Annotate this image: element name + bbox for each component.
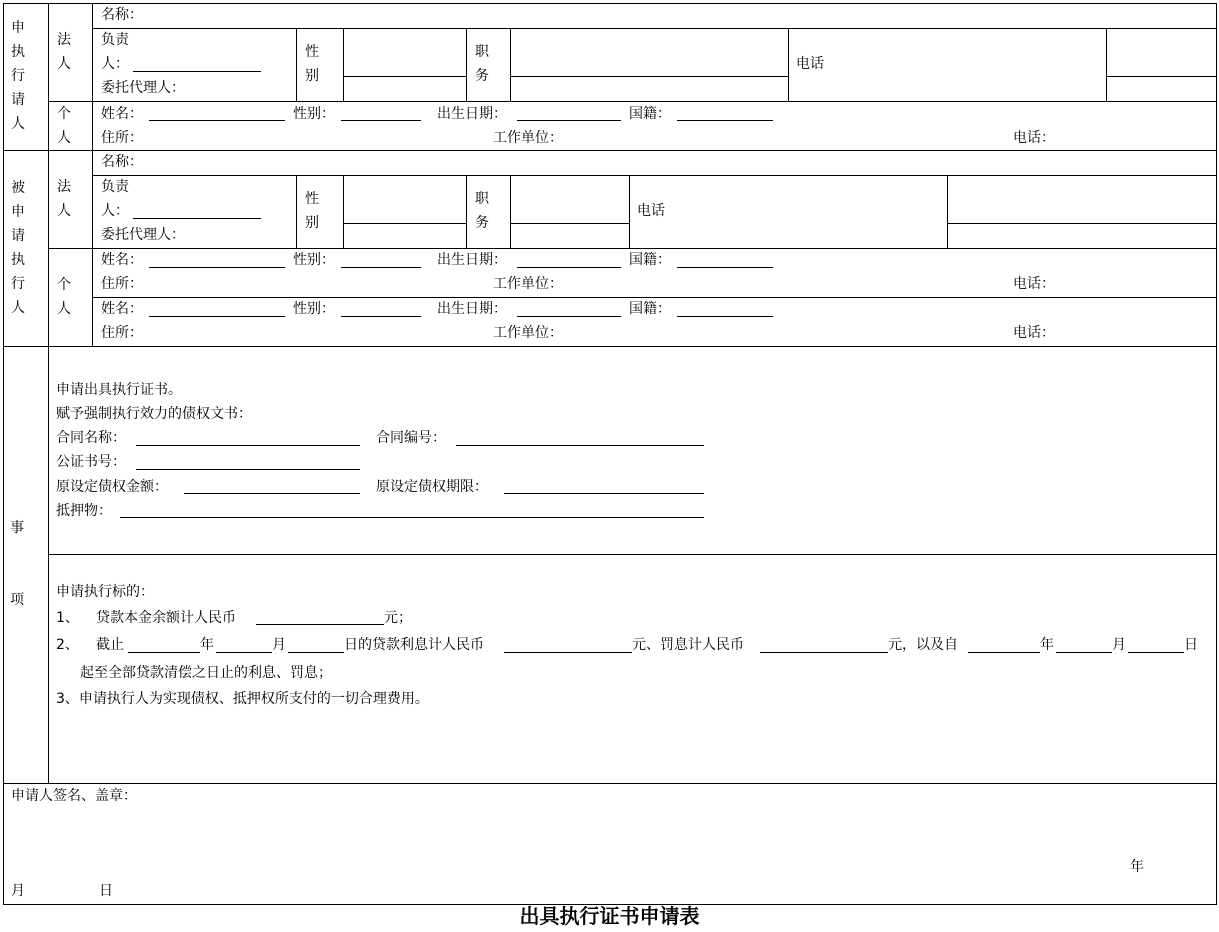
person-name-blank[interactable] bbox=[149, 267, 285, 268]
org-name-label: 名称： bbox=[101, 7, 143, 23]
respondent-section-label: 被申请执行人 bbox=[11, 180, 25, 316]
item1-amount-blank[interactable] bbox=[256, 624, 384, 625]
divider-applicant-respondent bbox=[3, 150, 1217, 151]
form-title: 出具执行证书申请表 bbox=[519, 904, 700, 928]
person-gender-blank[interactable] bbox=[341, 120, 421, 121]
item1-number: 1、 bbox=[56, 610, 79, 626]
person-name-label: 姓名： bbox=[101, 301, 143, 317]
table-border-right bbox=[1216, 3, 1217, 905]
item2-cutoff-day-blank[interactable] bbox=[288, 652, 344, 653]
cell-split bbox=[343, 76, 467, 77]
cell-line bbox=[466, 28, 467, 102]
birth-date-label: 出生日期： bbox=[437, 301, 507, 317]
person-name-label: 姓名： bbox=[101, 106, 143, 122]
nationality-label: 国籍： bbox=[629, 106, 671, 122]
person-phone-label: 电话： bbox=[1013, 325, 1055, 341]
cell-split bbox=[343, 223, 467, 224]
cell-split bbox=[1106, 76, 1217, 77]
person-phone-label: 电话： bbox=[1013, 276, 1055, 292]
matters-label-bottom: 项 bbox=[10, 592, 24, 608]
item2-year: 年 bbox=[200, 637, 214, 653]
matters-inner-divider bbox=[48, 554, 1217, 555]
contract-no-label: 合同编号： bbox=[376, 430, 446, 446]
responsible-blank[interactable] bbox=[133, 218, 261, 219]
item2-number: 2、 bbox=[56, 637, 79, 653]
nationality-blank[interactable] bbox=[677, 267, 773, 268]
principal-amount-label: 原设定债权金额： bbox=[56, 479, 168, 495]
cell-split bbox=[947, 223, 1217, 224]
item2-since-day: 日 bbox=[1184, 637, 1198, 653]
birth-date-blank[interactable] bbox=[517, 267, 621, 268]
signature-month: 月 bbox=[11, 883, 25, 899]
cell-line bbox=[510, 175, 511, 249]
item3-text: 3、申请执行人为实现债权、抵押权所支付的一切合理费用。 bbox=[56, 691, 429, 707]
row-line bbox=[92, 175, 1217, 176]
person-name-blank[interactable] bbox=[149, 120, 285, 121]
nationality-blank[interactable] bbox=[677, 316, 773, 317]
person-gender-blank[interactable] bbox=[341, 316, 421, 317]
contract-name-blank[interactable] bbox=[136, 445, 360, 446]
item2-month: 月 bbox=[272, 637, 286, 653]
item2-since-month: 月 bbox=[1112, 637, 1126, 653]
notary-no-blank[interactable] bbox=[136, 469, 360, 470]
item2-since-day-blank[interactable] bbox=[1128, 652, 1184, 653]
cell-line bbox=[510, 28, 511, 102]
nationality-label: 国籍： bbox=[629, 301, 671, 317]
responsible-label-1: 负责 bbox=[101, 179, 129, 195]
gender-label: 性别 bbox=[305, 191, 319, 231]
cell-line bbox=[466, 175, 467, 249]
divider-matters-signature bbox=[3, 783, 1217, 784]
cell-line bbox=[343, 28, 344, 102]
birth-date-blank[interactable] bbox=[517, 316, 621, 317]
table-border-left bbox=[3, 3, 4, 905]
responsible-label-2: 人： bbox=[101, 56, 129, 72]
item1-end: 元； bbox=[384, 610, 412, 626]
apply-certificate-text: 申请出具执行证书。 bbox=[56, 382, 182, 398]
respondent-individual-label: 个人 bbox=[57, 277, 71, 317]
position-label: 职务 bbox=[475, 44, 489, 84]
position-label: 职务 bbox=[475, 191, 489, 231]
collateral-label: 抵押物： bbox=[56, 503, 112, 519]
row-line bbox=[92, 297, 1217, 298]
cell-line bbox=[629, 175, 630, 249]
applicant-individual-label: 个人 bbox=[57, 106, 71, 146]
phone-label: 电话 bbox=[796, 56, 824, 72]
signature-year: 年 bbox=[1130, 859, 1144, 875]
term-label: 原设定债权期限： bbox=[376, 479, 488, 495]
cell-line bbox=[296, 28, 297, 102]
divider-respondent-matters bbox=[3, 346, 1217, 347]
work-unit-label: 工作单位： bbox=[493, 130, 563, 146]
notary-no-label: 公证书号： bbox=[56, 454, 126, 470]
phone-label: 电话 bbox=[637, 203, 665, 219]
row-line bbox=[48, 248, 1217, 249]
item2-penalty-text: 元、罚息计人民币 bbox=[632, 637, 744, 653]
item2-since-year-blank[interactable] bbox=[968, 652, 1040, 653]
item2-cutoff-text: 截止 bbox=[96, 637, 124, 653]
work-unit-label: 工作单位： bbox=[493, 325, 563, 341]
birth-date-label: 出生日期： bbox=[437, 252, 507, 268]
matters-label-top: 事 bbox=[10, 520, 24, 536]
person-gender-label: 性别： bbox=[293, 106, 335, 122]
cell-line bbox=[343, 175, 344, 249]
person-gender-label: 性别： bbox=[293, 301, 335, 317]
item2-since-text: 元，以及自 bbox=[888, 637, 958, 653]
contract-no-blank[interactable] bbox=[456, 445, 704, 446]
collateral-blank[interactable] bbox=[120, 517, 704, 518]
signature-day: 日 bbox=[99, 883, 113, 899]
item2-since-month-blank[interactable] bbox=[1056, 652, 1112, 653]
row-line bbox=[92, 28, 1217, 29]
person-gender-label: 性别： bbox=[293, 252, 335, 268]
responsible-label-2: 人： bbox=[101, 203, 129, 219]
birth-date-blank[interactable] bbox=[517, 120, 621, 121]
cell-line bbox=[296, 175, 297, 249]
item2-line2: 起至全部贷款清偿之日止的利息、罚息； bbox=[80, 665, 332, 681]
instrument-intro-text: 赋予强制执行效力的债权文书： bbox=[56, 406, 252, 422]
item2-since-year: 年 bbox=[1040, 637, 1054, 653]
term-blank[interactable] bbox=[504, 493, 704, 494]
table-border-top bbox=[3, 3, 1217, 4]
applicant-section-label: 申执行请人 bbox=[11, 20, 25, 132]
item2-cutoff-month-blank[interactable] bbox=[216, 652, 272, 653]
cell-line bbox=[947, 175, 948, 249]
person-name-blank[interactable] bbox=[149, 316, 285, 317]
cell-split bbox=[510, 76, 789, 77]
item2-penalty-blank[interactable] bbox=[760, 652, 888, 653]
applicant-legal-label: 法人 bbox=[57, 32, 71, 72]
label-col-divider bbox=[48, 3, 49, 784]
person-name-label: 姓名： bbox=[101, 252, 143, 268]
nationality-blank[interactable] bbox=[677, 120, 773, 121]
item1-text: 贷款本金余额计人民币 bbox=[96, 610, 236, 626]
nationality-label: 国籍： bbox=[629, 252, 671, 268]
principal-amount-blank[interactable] bbox=[184, 493, 360, 494]
agent-label: 委托代理人： bbox=[101, 80, 185, 96]
cell-line bbox=[788, 28, 789, 102]
address-label: 住所： bbox=[101, 276, 143, 292]
item2-cutoff-year-blank[interactable] bbox=[128, 652, 200, 653]
person-phone-label: 电话： bbox=[1013, 130, 1055, 146]
row-line bbox=[48, 101, 1217, 102]
signature-label: 申请人签名、盖章： bbox=[11, 788, 137, 804]
cell-split bbox=[510, 223, 630, 224]
respondent-legal-label: 法人 bbox=[57, 179, 71, 219]
address-label: 住所： bbox=[101, 325, 143, 341]
target-intro-text: 申请执行标的： bbox=[56, 584, 154, 600]
cell-line bbox=[1106, 28, 1107, 102]
responsible-blank[interactable] bbox=[133, 71, 261, 72]
item2-interest-blank[interactable] bbox=[504, 652, 632, 653]
agent-label: 委托代理人： bbox=[101, 227, 185, 243]
person-gender-blank[interactable] bbox=[341, 267, 421, 268]
birth-date-label: 出生日期： bbox=[437, 106, 507, 122]
gender-label: 性别 bbox=[305, 44, 319, 84]
responsible-label-1: 负责 bbox=[101, 32, 129, 48]
item2-interest-text: 日的贷款利息计人民币 bbox=[344, 637, 484, 653]
contract-name-label: 合同名称： bbox=[56, 430, 126, 446]
work-unit-label: 工作单位： bbox=[493, 276, 563, 292]
address-label: 住所： bbox=[101, 130, 143, 146]
org-name-label: 名称： bbox=[101, 154, 143, 170]
